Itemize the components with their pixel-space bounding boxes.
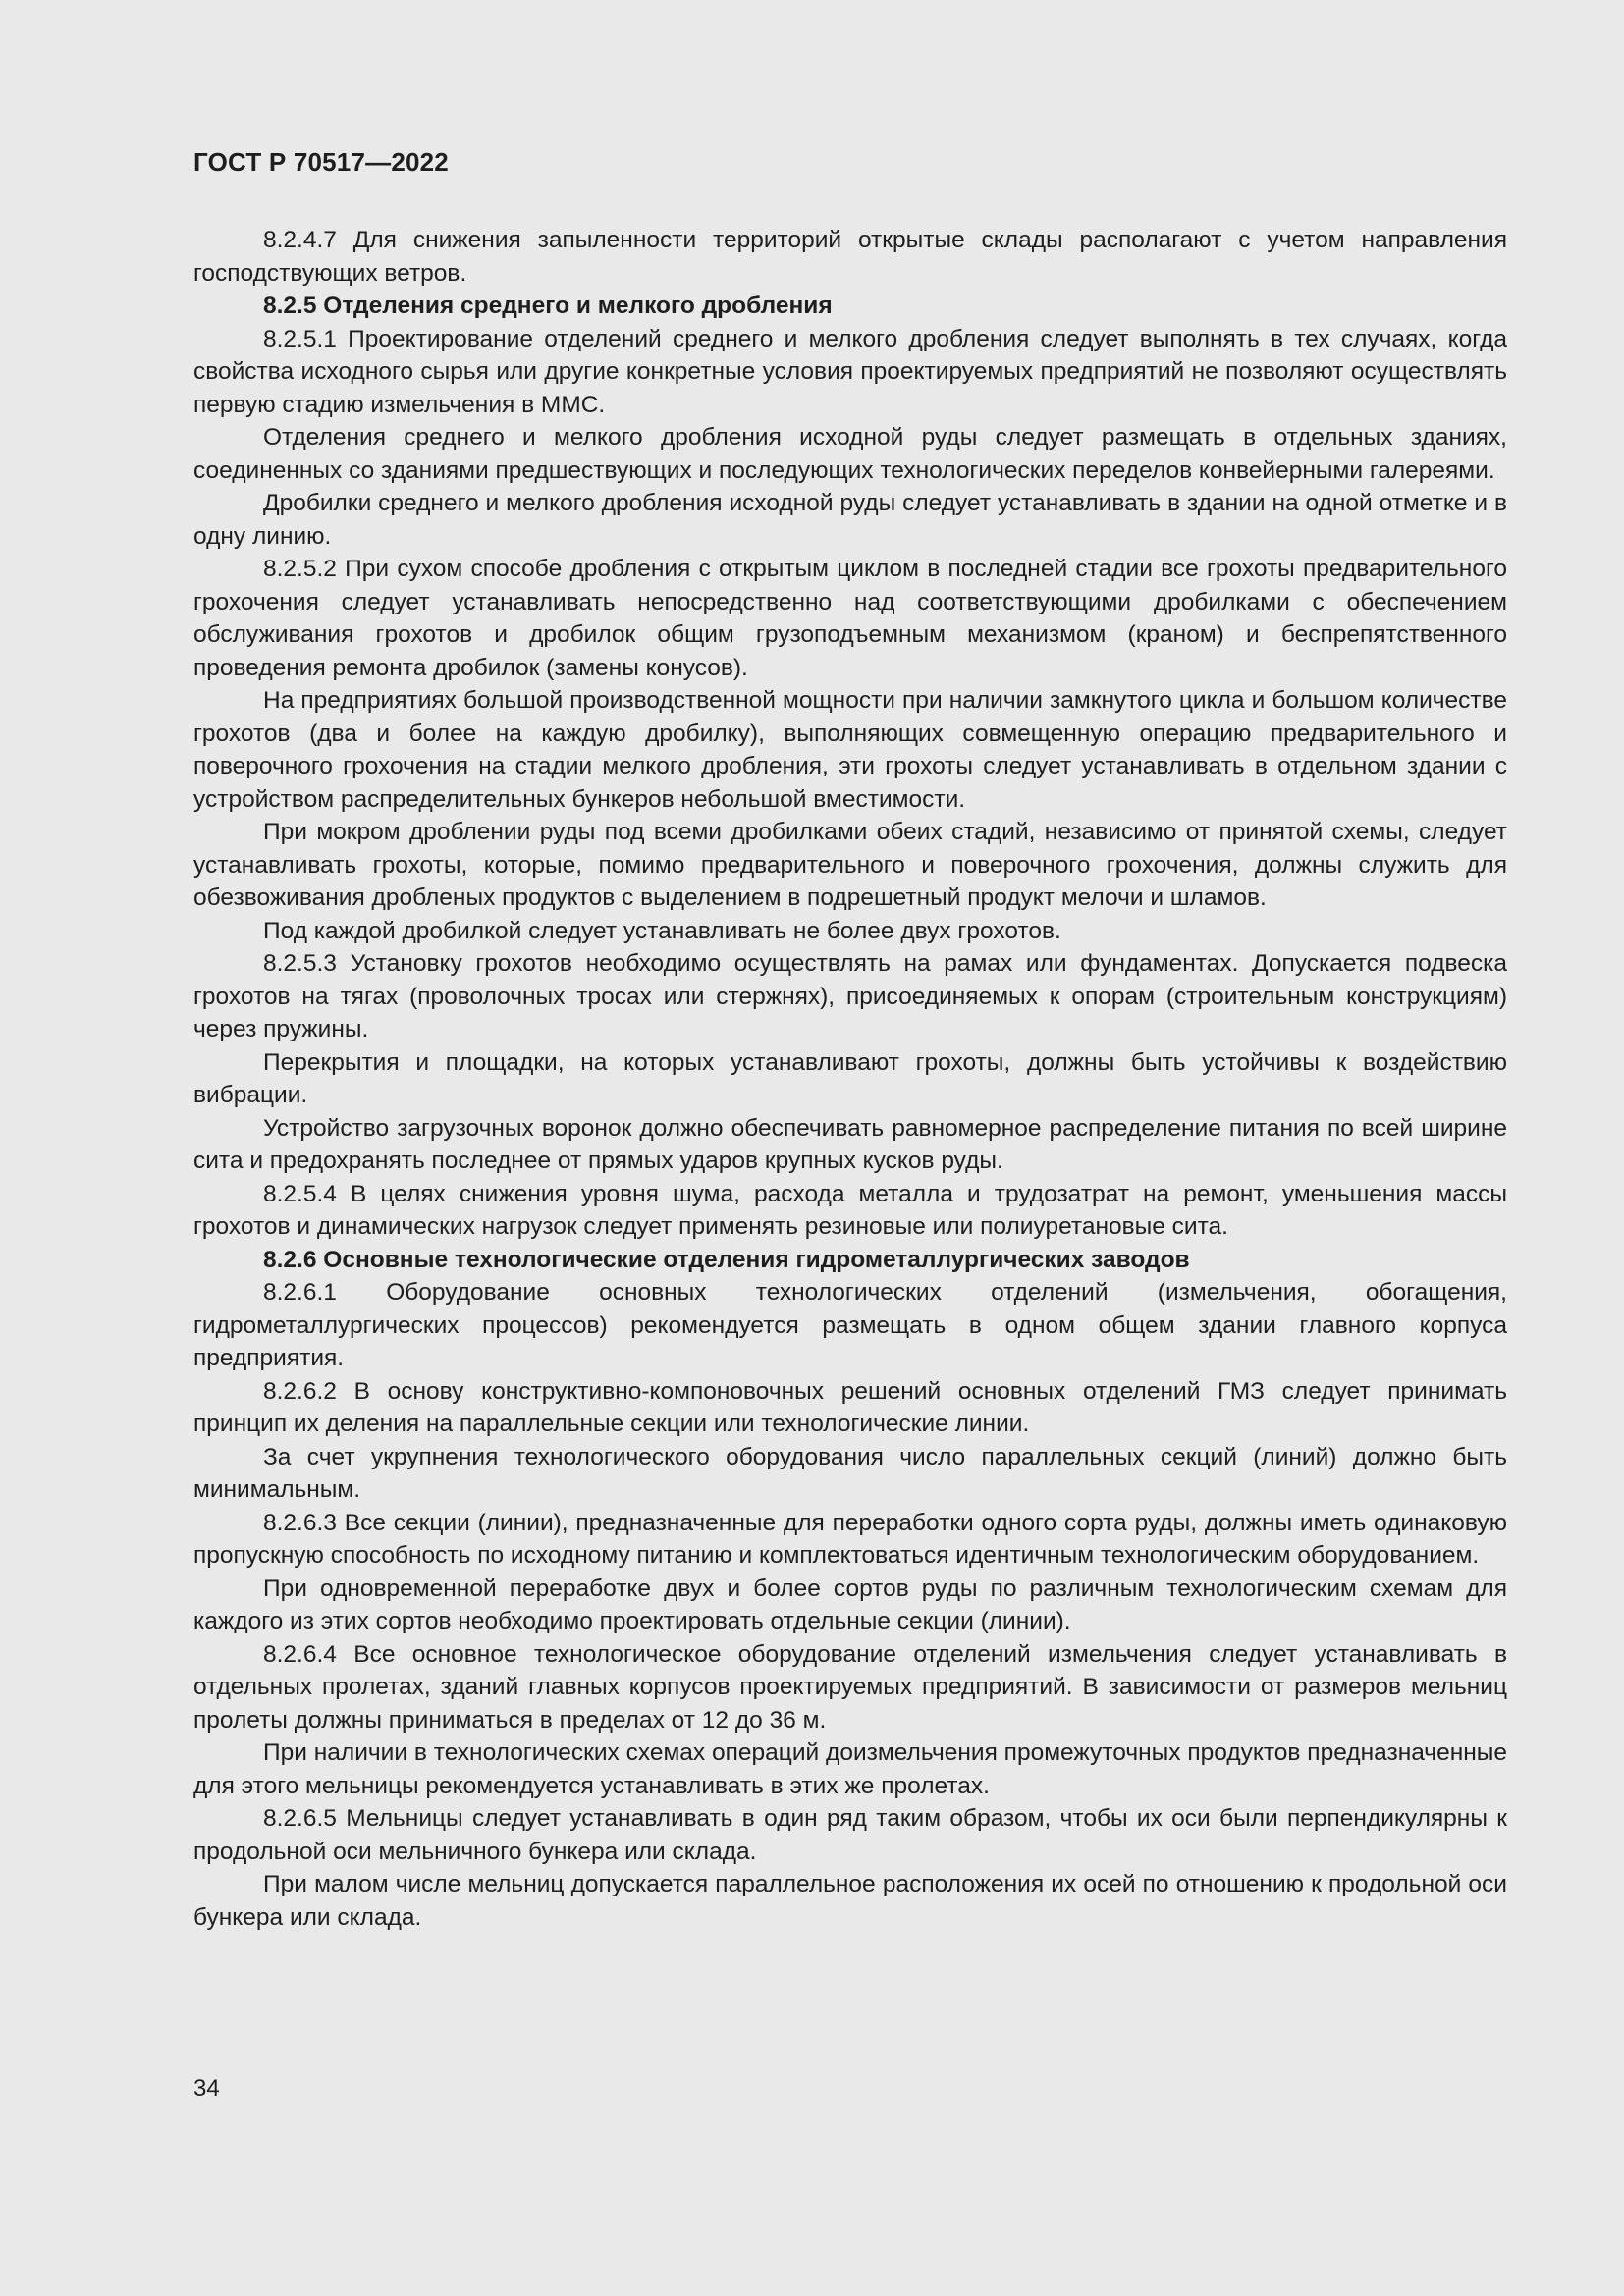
section-heading-8-2-5: 8.2.5 Отделения среднего и мелкого дробления xyxy=(263,293,833,319)
paragraph: При малом числе мельниц допускается параллельное расположения их осей по отношению к продольной оси бункера или склада. xyxy=(193,1871,1507,1931)
paragraph-8-2-6-2: 8.2.6.2 В основу конструктивно-компоновочных решений основных отделений ГМЗ следует принимать принцип их деления на параллельные секции или технологические линии. xyxy=(193,1377,1507,1437)
paragraph: Устройство загрузочных воронок должно обеспечивать равномерное распределение питания по всей ширине сита и предохранять последнее от прямых ударов крупных кусков руды. xyxy=(193,1114,1507,1174)
page-number: 34 xyxy=(193,2075,220,2102)
paragraph: При одновременной переработке двух и более сортов руды по различным технологическим схемам для каждого из этих сортов необходимо проектировать отдельные секции (линии). xyxy=(193,1575,1507,1634)
paragraph: Перекрытия и площадки, на которых устанавливают грохоты, должны быть устойчивы к воздействию вибрации. xyxy=(193,1048,1507,1108)
paragraph-8-2-5-3: 8.2.5.3 Установку грохотов необходимо осуществлять на рамах или фундаментах. Допускается подвеска грохотов на тягах (проволочных тросах или стержнях), присоединяемых к опорам (строительным конструкциям) через пружины. xyxy=(193,950,1507,1042)
document-body xyxy=(193,224,1507,1934)
paragraph: За счет укрупнения технологического оборудования число параллельных секций (линий) должно быть минимальным. xyxy=(193,1443,1507,1503)
paragraph-8-2-6-4: 8.2.6.4 Все основное технологическое оборудование отделений измельчения следует устанавливать в отдельных пролетах, зданий главных корпусов проектируемых предприятий. В зависимости от размеров мельниц пролеты должны приниматься в пределах от 12 до 36 м. xyxy=(193,1640,1507,1734)
paragraph: При наличии в технологических схемах операций доизмельчения промежуточных продуктов предназначенные для этого мельницы рекомендуется устанавливать в этих же пролетах. xyxy=(193,1739,1507,1799)
paragraph: На предприятиях большой производственной мощности при наличии замкнутого цикла и большом количестве грохотов (два и более на каждую дробилку), выполняющих совмещенную операцию предварительного и поверочного грохочения на стадии мелкого дробления, эти грохоты следует устанавливать в отдельном здании с устройством распределительных бункеров небольшой вместимости. xyxy=(193,687,1507,813)
paragraph: Дробилки среднего и мелкого дробления исходной руды следует устанавливать в здании на одной отметке и в одну линию. xyxy=(193,490,1507,550)
paragraph-8-2-6-5: 8.2.6.5 Мельницы следует устанавливать в один ряд таким образом, чтобы их оси были перпендикулярны к продольной оси мельничного бункера или склада. xyxy=(193,1805,1507,1865)
paragraph-8-2-4-7: 8.2.4.7 Для снижения запыленности территорий открытые склады располагают с учетом направления господствующих ветров. xyxy=(193,227,1507,287)
document-code-header: ГОСТ Р 70517—2022 xyxy=(193,147,449,177)
paragraph: При мокром дроблении руды под всеми дробилками обеих стадий, независимо от принятой схемы, следует устанавливать грохоты, которые, помимо предварительного и поверочного грохочения, должны служить для обезвоживания дробленых продуктов с выделением в подрешетный продукт мелочи и шламов. xyxy=(193,819,1507,911)
paragraph-8-2-6-3: 8.2.6.3 Все секции (линии), предназначенные для переработки одного сорта руды, должны иметь одинаковую пропускную способность по исходному питанию и комплектоваться идентичным технологическим оборудованием. xyxy=(193,1509,1507,1569)
paragraph: Под каждой дробилкой следует устанавливать не более двух грохотов. xyxy=(263,917,1061,944)
section-heading-8-2-6: 8.2.6 Основные технологические отделения гидрометаллургических заводов xyxy=(263,1246,1190,1273)
paragraph-8-2-5-1: 8.2.5.1 Проектирование отделений среднего и мелкого дробления следует выполнять в тех случаях, когда свойства исходного сырья или другие конкретные условия проектируемых предприятий не позволяют осуществлять первую стадию измельчения в ММС. xyxy=(193,325,1507,418)
paragraph-8-2-5-2: 8.2.5.2 При сухом способе дробления с открытым циклом в последней стадии все грохоты предварительного грохочения следует устанавливать непосредственно над соответствующими дробилками с обеспечением обслуживания грохотов и дробилок общим грузоподъемным механизмом (краном) и беспрепятственного проведения ремонта дробилок (замены конусов). xyxy=(193,556,1507,681)
paragraph-8-2-5-4: 8.2.5.4 В целях снижения уровня шума, расхода металла и трудозатрат на ремонт, уменьшения массы грохотов и динамических нагрузок следует применять резиновые или полиуретановые сита. xyxy=(193,1180,1507,1240)
paragraph-8-2-6-1: 8.2.6.1 Оборудование основных технологических отделений (измельчения, обогащения, гидрометаллургических процессов) рекомендуется размещать в одном общем здании главного корпуса предприятия. xyxy=(193,1279,1507,1371)
paragraph: Отделения среднего и мелкого дробления исходной руды следует размещать в отдельных зданиях, соединенных со зданиями предшествующих и последующих технологических переделов конвейерными галереями. xyxy=(193,424,1507,484)
